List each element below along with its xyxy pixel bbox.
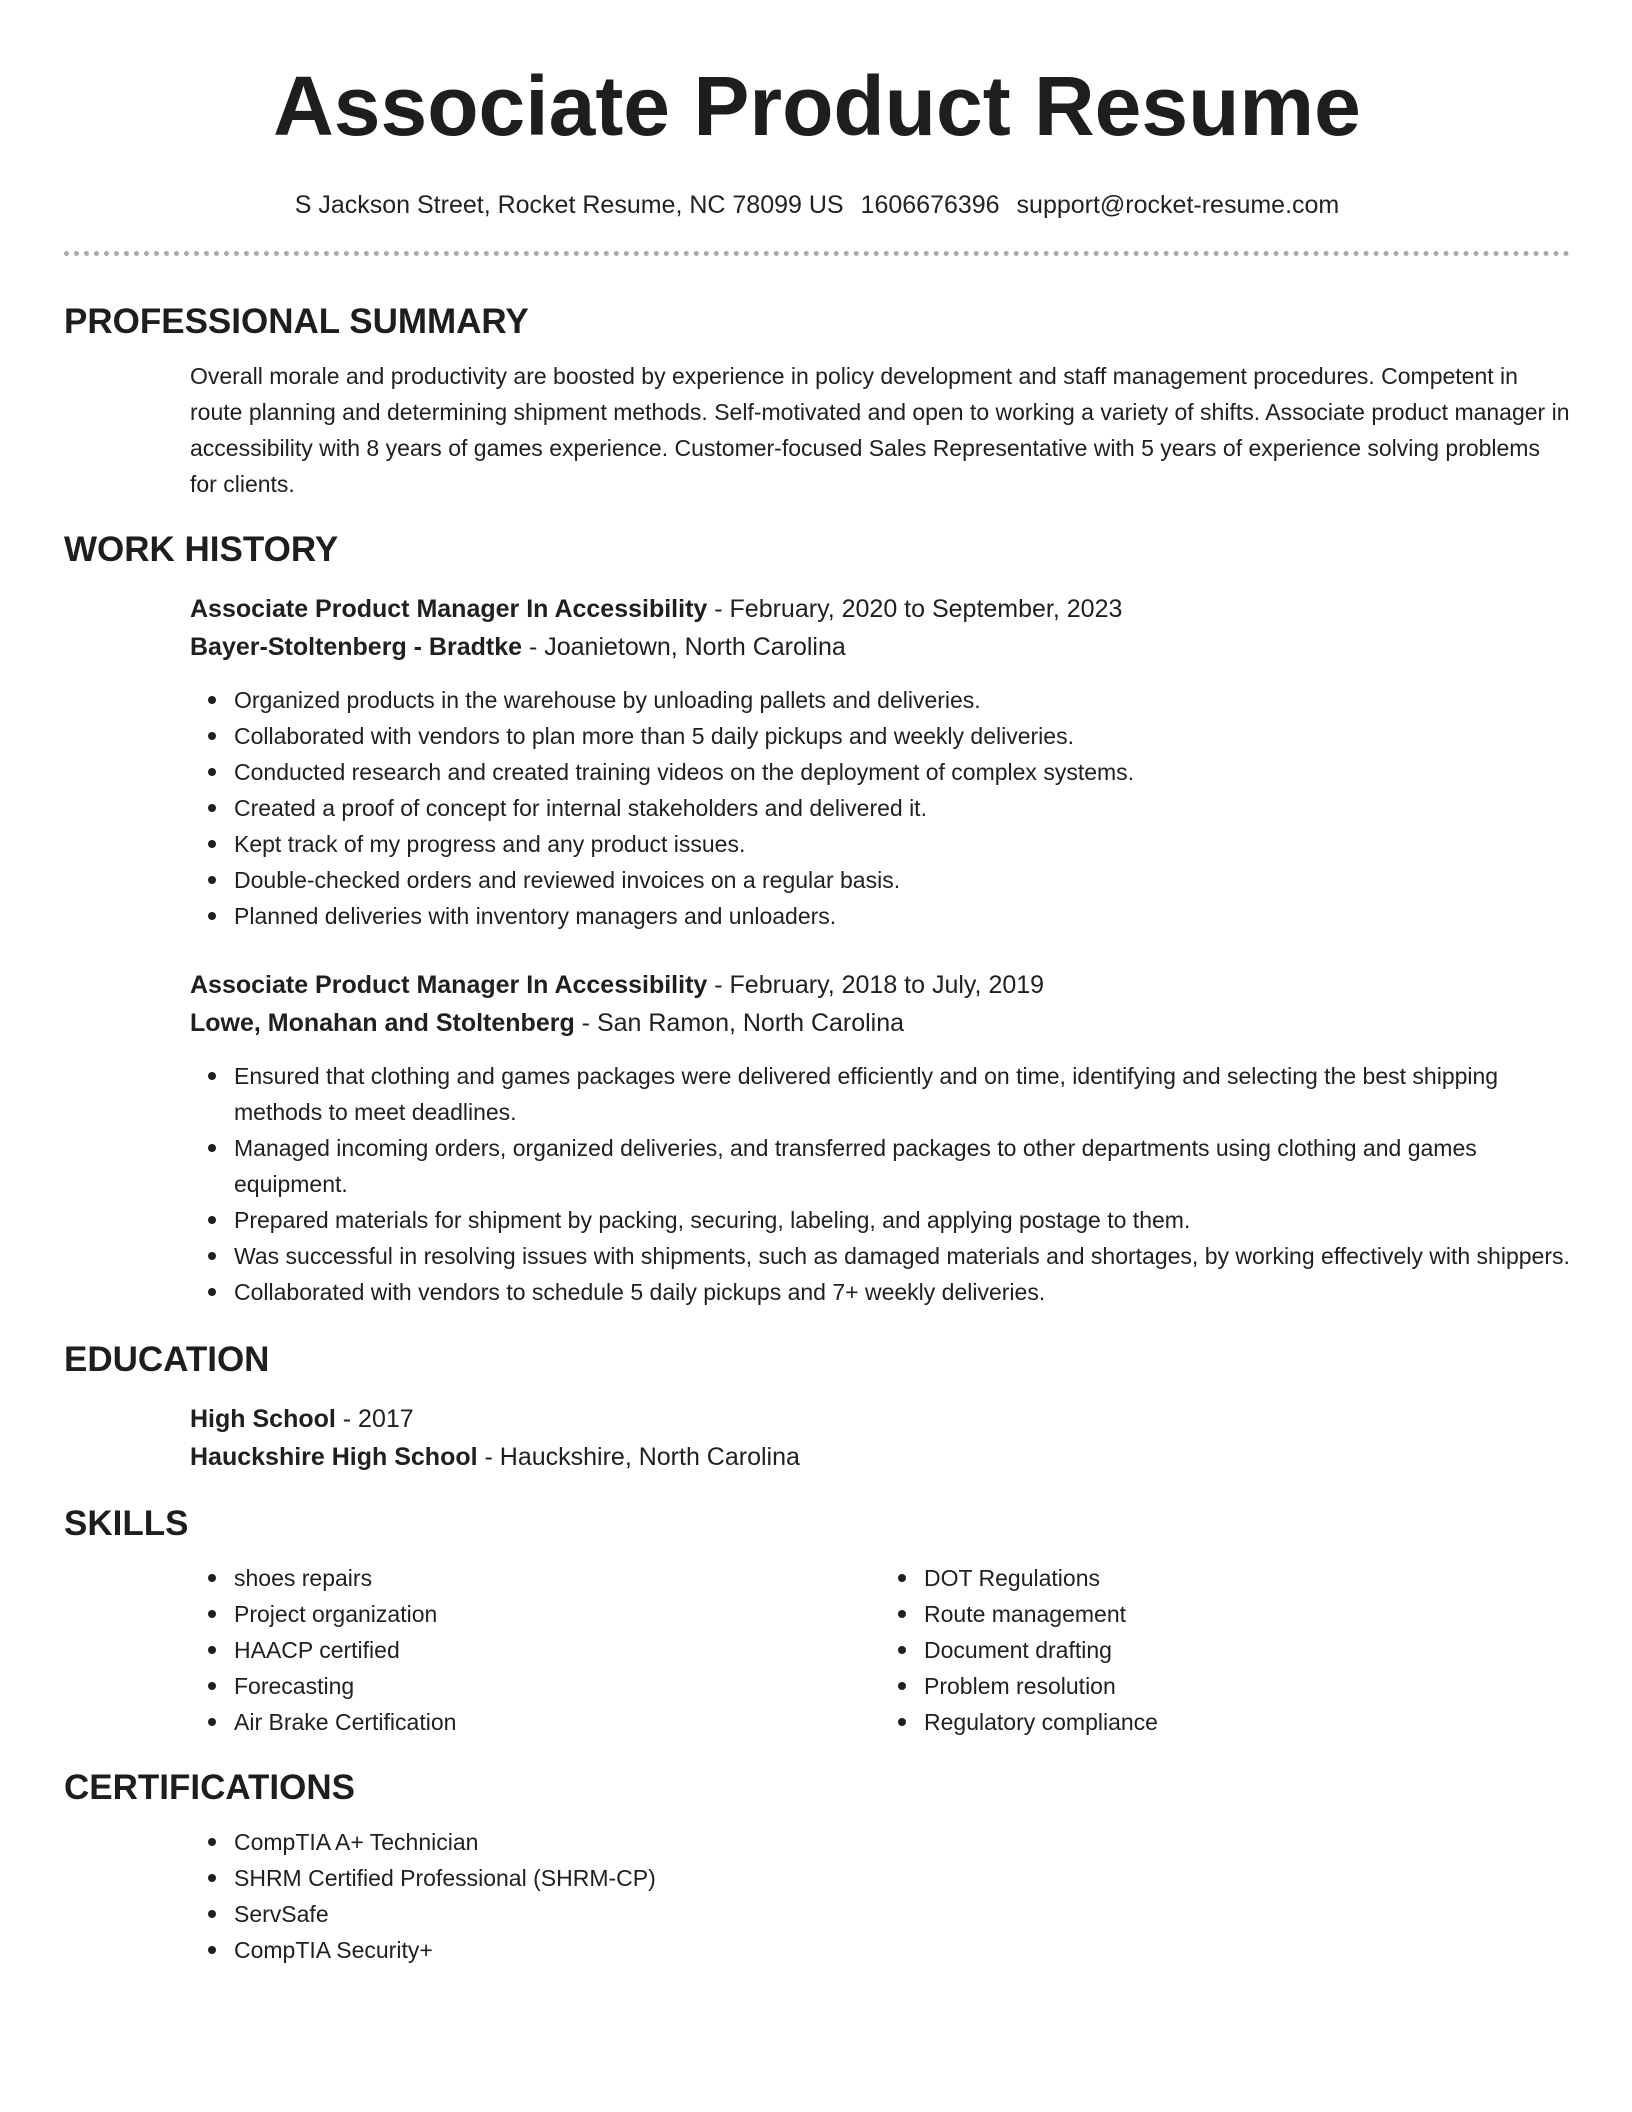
list-item: Planned deliveries with inventory managers and unloaders. — [234, 898, 1570, 934]
skill-item: Document drafting — [924, 1632, 1570, 1668]
skill-item: Route management — [924, 1596, 1570, 1632]
summary-section — [190, 358, 1570, 502]
job-location: - San Ramon, North Carolina — [574, 1009, 905, 1037]
skill-item: shoes repairs — [234, 1560, 880, 1596]
job-dates: - February, 2018 to July, 2019 — [707, 971, 1045, 999]
job-bullets — [190, 682, 1570, 934]
resume-title: Associate Product Resume — [273, 59, 1361, 153]
list-item: Kept track of my progress and any product issues. — [234, 826, 1570, 862]
certification-item: CompTIA Security+ — [234, 1932, 1570, 1968]
work-history-section — [190, 590, 1570, 1310]
job-company-line — [190, 1004, 1570, 1042]
list-item: Ensured that clothing and games packages were delivered efficiently and on time, identifying and selecting the best shipping methods to meet deadlines. — [234, 1058, 1574, 1130]
contact-line — [64, 190, 1570, 220]
certifications-list — [190, 1824, 1570, 1968]
resume-page — [64, 0, 1570, 1968]
skills-list-left — [190, 1560, 880, 1740]
list-item: Created a proof of concept for internal stakeholders and delivered it. — [234, 790, 1570, 826]
header-divider — [64, 251, 1570, 256]
skills-section — [190, 1560, 1570, 1740]
summary-text: Overall morale and productivity are boosted by experience in policy development and staff management procedures. Competent in route planning and determining shipment methods. Self-motivated and open to working a variety of shifts. Associate product manager in accessibility with 8 years of games experience. Customer-focused Sales Representative with 5 years of experience solving problems for clients. — [190, 363, 1570, 497]
education-school: Hauckshire High School — [190, 1443, 478, 1471]
education-section — [190, 1400, 1570, 1476]
list-item: Conducted research and created training videos on the deployment of complex systems. — [234, 754, 1570, 790]
job-title: Associate Product Manager In Accessibility — [190, 595, 708, 623]
job-bullets — [190, 1058, 1574, 1310]
certification-item: SHRM Certified Professional (SHRM-CP) — [234, 1860, 1570, 1896]
skill-item: Project organization — [234, 1596, 880, 1632]
list-item: Collaborated with vendors to schedule 5 daily pickups and 7+ weekly deliveries. — [234, 1274, 1574, 1310]
education-heading: EDUCATION — [64, 1340, 270, 1379]
certification-item: ServSafe — [234, 1896, 1570, 1932]
skill-item: DOT Regulations — [924, 1560, 1570, 1596]
skills-list-right — [880, 1560, 1570, 1740]
job-title: Associate Product Manager In Accessibility — [190, 971, 708, 999]
job-entry — [190, 966, 1570, 1310]
work-history-heading: WORK HISTORY — [64, 530, 339, 569]
job-entry — [190, 590, 1570, 934]
list-item: Double-checked orders and reviewed invoices on a regular basis. — [234, 862, 1570, 898]
skill-item: HAACP certified — [234, 1632, 880, 1668]
certifications-heading: CERTIFICATIONS — [64, 1768, 356, 1807]
job-title-line — [190, 966, 1570, 1004]
skill-item: Air Brake Certification — [234, 1704, 880, 1740]
list-item: Prepared materials for shipment by packing, securing, labeling, and applying postage to them. — [234, 1202, 1574, 1238]
education-school-line — [190, 1438, 1570, 1476]
education-year: - 2017 — [335, 1405, 414, 1433]
skill-item: Regulatory compliance — [924, 1704, 1570, 1740]
job-company: Bayer-Stoltenberg - Bradtke — [190, 633, 523, 661]
list-item: Managed incoming orders, organized deliveries, and transferred packages to other departments using clothing and games equipment. — [234, 1130, 1574, 1202]
job-title-line — [190, 590, 1570, 628]
certification-item: CompTIA A+ Technician — [234, 1824, 1570, 1860]
job-company-line — [190, 628, 1570, 666]
list-item: Collaborated with vendors to plan more than 5 daily pickups and weekly deliveries. — [234, 718, 1570, 754]
skill-item: Problem resolution — [924, 1668, 1570, 1704]
list-item: Was successful in resolving issues with shipments, such as damaged materials and shortages, by working effectively with shippers. — [234, 1238, 1574, 1274]
skill-item: Forecasting — [234, 1668, 880, 1704]
education-location: - Hauckshire, North Carolina — [477, 1443, 800, 1471]
job-company: Lowe, Monahan and Stoltenberg — [190, 1009, 575, 1037]
certifications-section — [190, 1824, 1570, 1968]
contact-phone: 1606676396 — [860, 191, 1000, 219]
job-dates: - February, 2020 to September, 2023 — [707, 595, 1123, 623]
summary-heading: PROFESSIONAL SUMMARY — [64, 302, 529, 341]
skills-heading: SKILLS — [64, 1504, 189, 1543]
contact-email[interactable]: support@rocket-resume.com — [1016, 191, 1340, 219]
education-degree-line — [190, 1400, 1570, 1438]
list-item: Organized products in the warehouse by unloading pallets and deliveries. — [234, 682, 1570, 718]
education-degree: High School — [190, 1405, 336, 1433]
contact-address: S Jackson Street, Rocket Resume, NC 78099 US — [294, 191, 844, 219]
job-location: - Joanietown, North Carolina — [522, 633, 846, 661]
